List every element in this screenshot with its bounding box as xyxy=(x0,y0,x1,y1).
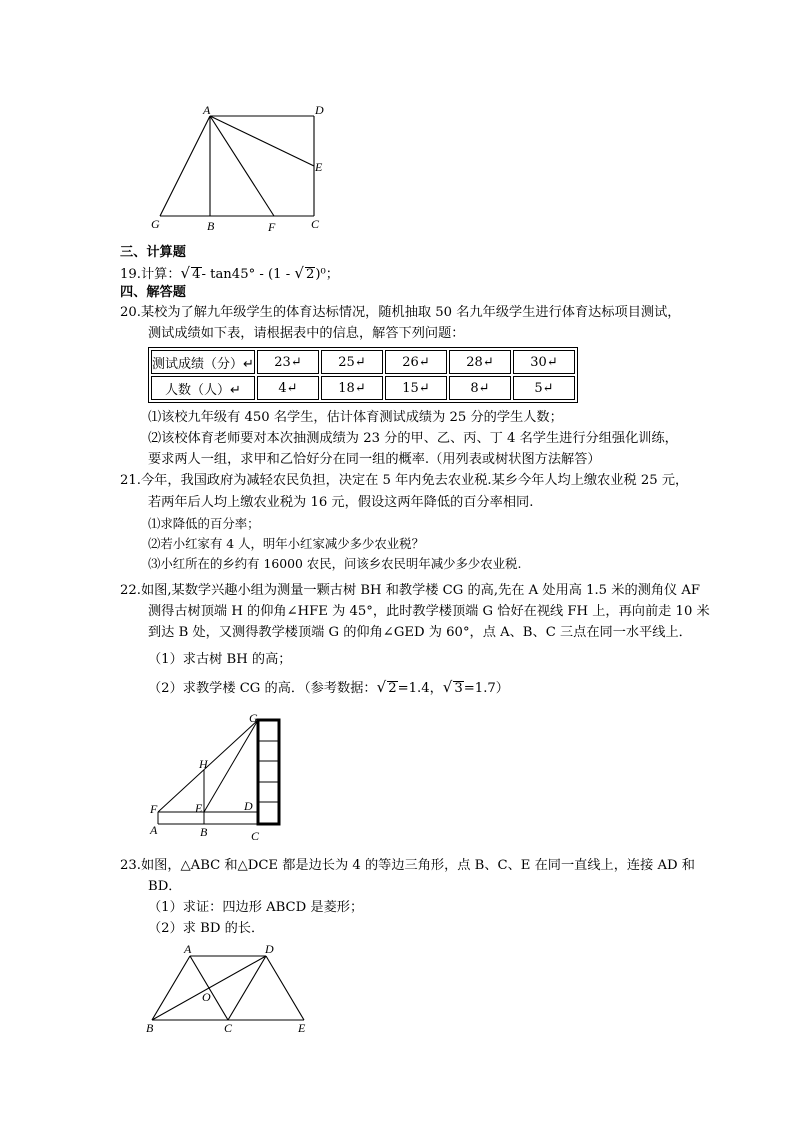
label-c: C xyxy=(251,829,260,843)
label-o: O xyxy=(202,990,211,1004)
q19-radicand-1: 4 xyxy=(192,267,201,282)
label-a: A xyxy=(203,103,211,117)
table-cell: 28↵ xyxy=(449,350,511,374)
q21-line-1: 21.今年，我国政府为减轻农民负担，决定在 5 年内免去农业税.某乡今年人均上缴农业税 25 元， xyxy=(120,473,689,488)
label-a: A xyxy=(184,942,192,956)
q22-line-3: 到达 B 处，又测得教学楼顶端 G 的仰角∠GED 为 60°，点 A、B、C 三点在同一水平线上． xyxy=(148,625,692,640)
segment-ag xyxy=(160,116,210,216)
label-b: B xyxy=(200,825,208,839)
label-c: C xyxy=(224,1021,233,1035)
label-e: E xyxy=(195,801,203,815)
label-d: D xyxy=(315,103,324,117)
q22-sub2-text: （2）求教学楼 CG 的高．（参考数据： xyxy=(148,681,377,696)
question-19: 19.计算：√ 4- tan45° - (1 - √ 2)⁰； xyxy=(120,264,339,282)
q23-sub-2: （2）求 BD 的长． xyxy=(148,921,265,936)
figure-tree-building xyxy=(146,712,296,844)
q19-suffix: )⁰； xyxy=(315,267,339,282)
q22-radicand-3: 3 xyxy=(454,681,463,696)
label-a: A xyxy=(150,823,158,837)
q19-middle: - tan45° - (1 - xyxy=(201,267,295,282)
q23-line-1: 23.如图，△ABC 和△DCE 都是边长为 4 的等边三角形，点 B、C、E 在同一直线上，连接 AD 和 xyxy=(120,858,695,873)
building-cg xyxy=(258,720,279,824)
q22-sub2-mid: =1.4， xyxy=(397,681,443,696)
label-e: E xyxy=(298,1021,306,1035)
table-cell: 30↵ xyxy=(513,350,575,374)
table-row xyxy=(151,376,575,400)
q22-line-2: 测得古树顶端 H 的仰角∠HFE 为 45°，此时教学楼顶端 G 恰好在视线 FH 上，再向前走 10 米 xyxy=(148,604,710,619)
q22-sub-1: （1）求古树 BH 的高； xyxy=(148,652,292,667)
q20-line-1: 20.某校为了解九年级学生的体育达标情况，随机抽取 50 名九年级学生进行体育达标项目测试， xyxy=(120,305,681,320)
q21-line-2: 若两年后人均上缴农业税为 16 元，假设这两年降低的百分率相同. xyxy=(148,495,534,510)
q22-radicand-2: 2 xyxy=(388,681,397,696)
figure-square-triangle xyxy=(148,100,338,236)
q23-line-2: BD． xyxy=(148,879,182,894)
q21-sub-3: ⑶小红所在的乡约有 16000 农民，问该乡农民明年减少多少农业税. xyxy=(148,556,522,571)
segment-ab xyxy=(152,956,190,1020)
segment-de xyxy=(266,956,304,1020)
label-b: B xyxy=(207,219,215,233)
label-b: B xyxy=(146,1021,154,1035)
segment-bd xyxy=(152,956,266,1020)
section-title-calculation: 三、计算题 xyxy=(120,245,186,260)
section-title-answers: 四、解答题 xyxy=(120,285,186,300)
score-table xyxy=(148,347,578,403)
q22-line-1: 22.如图,某数学兴趣小组为测量一颗古树 BH 和教学楼 CG 的高,先在 A 处用高 1.5 米的测角仪 AF xyxy=(120,583,701,598)
table-cell: 4↵ xyxy=(257,376,319,400)
q22-sub-2: （2）求教学楼 CG 的高．（参考数据：√ 2=1.4，√ 3=1.7） xyxy=(148,678,509,696)
table-cell: 测试成绩（分）↵ xyxy=(151,350,255,374)
q20-sub-2: ⑵该校体育老师要对本次抽测成绩为 23 分的甲、乙、丙、丁 4 名学生进行分组强化训练， xyxy=(148,431,678,446)
table-row xyxy=(151,350,575,374)
table-cell: 23↵ xyxy=(257,350,319,374)
table-cell: 5↵ xyxy=(513,376,575,400)
label-f: F xyxy=(150,802,158,816)
label-d: D xyxy=(244,799,253,813)
segment-dc xyxy=(228,956,266,1020)
figure-rhombus xyxy=(140,940,320,1036)
q22-sub2-end: =1.7） xyxy=(463,681,509,696)
q19-radicand-2: 2 xyxy=(305,267,315,282)
label-d: D xyxy=(265,942,274,956)
table-cell: 18↵ xyxy=(321,376,383,400)
label-h: H xyxy=(199,757,208,771)
table-cell: 26↵ xyxy=(385,350,447,374)
table-cell: 人数（人）↵ xyxy=(151,376,255,400)
q21-sub-1: ⑴求降低的百分率； xyxy=(148,516,260,531)
table-cell: 8↵ xyxy=(449,376,511,400)
table-cell: 25↵ xyxy=(321,350,383,374)
sight-fg xyxy=(158,720,258,812)
q20-sub-2b: 要求两人一组，求甲和乙恰好分在同一组的概率.（用列表或树状图方法解答） xyxy=(148,452,601,467)
label-c: C xyxy=(311,217,320,231)
label-e: E xyxy=(315,160,323,174)
q20-line-2: 测试成绩如下表，请根据表中的信息，解答下列问题： xyxy=(148,326,465,341)
table-cell: 15↵ xyxy=(385,376,447,400)
q19-prefix: 19.计算： xyxy=(120,267,181,282)
q20-sub-1: ⑴该校九年级有 450 名学生，估计体育测试成绩为 25 分的学生人数； xyxy=(148,410,563,425)
label-g: G xyxy=(151,217,160,231)
q21-sub-2: ⑵若小红家有 4 人，明年小红家减少多少农业税？ xyxy=(148,536,424,551)
label-f: F xyxy=(268,220,276,234)
q23-sub-1: （1）求证：四边形 ABCD 是菱形； xyxy=(148,900,364,915)
label-g: G xyxy=(249,712,258,725)
